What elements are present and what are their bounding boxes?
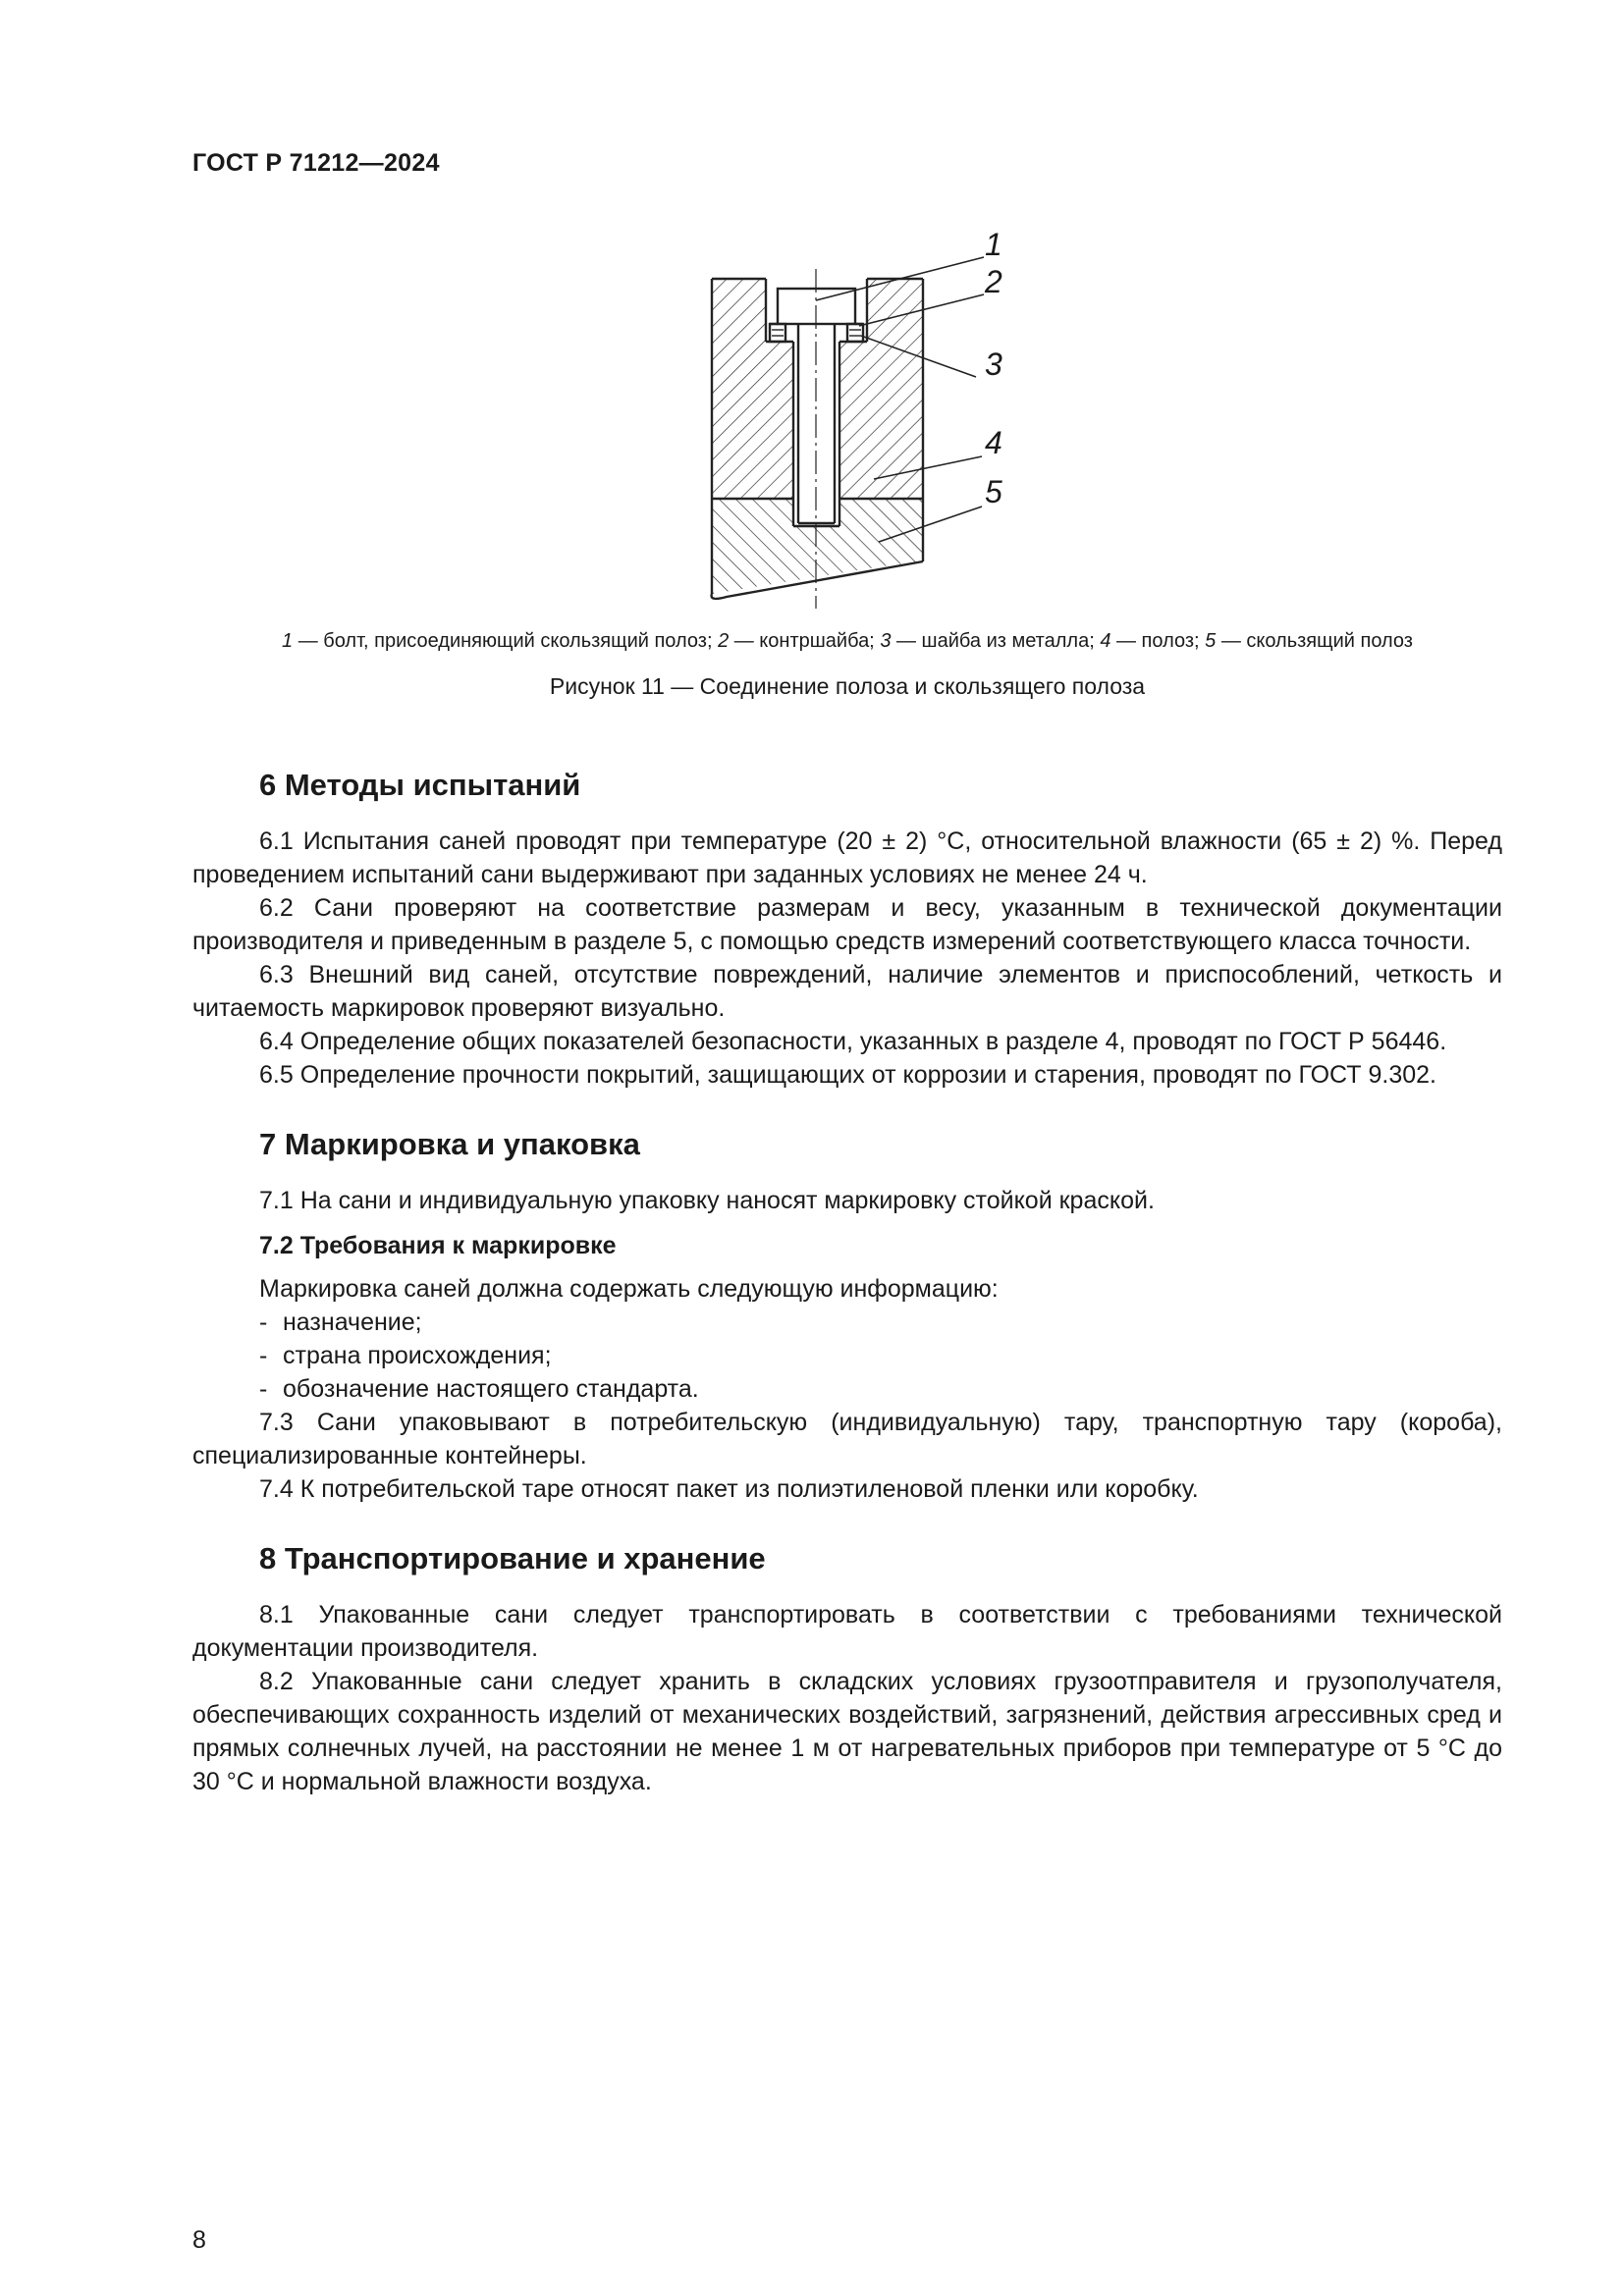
list-dash: -: [259, 1308, 268, 1336]
callout-3: 3: [985, 347, 1002, 382]
page-number: 8: [192, 2226, 206, 2254]
list-item: [259, 1372, 1502, 1406]
document-body: [192, 766, 1502, 1832]
legend-num: 1: [282, 630, 294, 652]
paragraph-7-4: 7.4 К потребительской таре относят пакет из полиэтиленовой пленки или коробку.: [259, 1475, 1199, 1503]
list-dash: -: [259, 1342, 268, 1369]
callout-4: 4: [985, 425, 1002, 460]
section-7: [192, 1125, 1502, 1506]
paragraph-7-1: 7.1 На сани и индивидуальную упаковку наносят маркировку стойкой краской.: [259, 1187, 1155, 1214]
paragraph-7-3: 7.3 Сани упаковывают в потребительскую (индивидуальную) тару, транспортную тару (короба), специализированные контейнеры.: [192, 1409, 1502, 1469]
paragraph-8-2: 8.2 Упакованные сани следует хранить в складских условиях грузоотправителя и грузополучателя, обеспечивающих сохранность изделий от механических воздействий, загрязнений, действия агрессивных сред и прямых солнечных лучей, на расстоянии не менее 1 м от нагревательных приборов при температуре от 5 °С до 30 °С и нормальной влажности воздуха.: [192, 1668, 1502, 1795]
legend-text: — полоз;: [1110, 630, 1206, 652]
legend-text: — болт, присоединяющий скользящий полоз;: [293, 630, 719, 652]
list-item: [259, 1306, 1502, 1339]
document-header: ГОСТ Р 71212—2024: [192, 149, 440, 177]
paragraph-6-5: 6.5 Определение прочности покрытий, защищающих от коррозии и старения, проводят по ГОСТ 9.302.: [259, 1061, 1436, 1089]
legend-text: — скользящий полоз: [1216, 630, 1413, 652]
callout-5: 5: [985, 474, 1002, 509]
paragraph-6-3: 6.3 Внешний вид саней, отсутствие повреждений, наличие элементов и приспособлений, четкость и читаемость маркировок проверяют визуально.: [192, 961, 1502, 1022]
list-item: [259, 1339, 1502, 1372]
subsection-7-2-title: 7.2 Требования к маркировке: [259, 1232, 617, 1259]
paragraph-8-1: 8.1 Упакованные сани следует транспортировать в соответствии с требованиями технической документации производителя.: [192, 1601, 1502, 1662]
paragraph-6-2: 6.2 Сани проверяют на соответствие размерам и весу, указанным в технической документации производителя и приведенным в разделе 5, с помощью средств измерений соответствующего класса точности.: [192, 894, 1502, 955]
callout-2: 2: [985, 264, 1002, 299]
section-8: [192, 1539, 1502, 1798]
list-dash: -: [259, 1375, 268, 1403]
list-item-text: назначение;: [283, 1308, 422, 1336]
legend-text: — контршайба;: [729, 630, 881, 652]
legend-num: 4: [1100, 630, 1111, 652]
section-8-title: 8 Транспортирование и хранение: [259, 1541, 766, 1575]
figure-11-drawing: [687, 218, 1041, 611]
legend-num: 3: [880, 630, 892, 652]
figure-caption: Рисунок 11 — Соединение полоза и скользящего полоза: [549, 673, 1146, 699]
legend-text: — шайба из металла;: [891, 630, 1101, 652]
callout-1: 1: [985, 227, 1002, 262]
paragraph-6-1: 6.1 Испытания саней проводят при температуре (20 ± 2) °С, относительной влажности (65 ± 2) %. Перед проведением испытаний сани выдерживают при заданных условиях не менее 24 ч.: [192, 828, 1502, 888]
list-item-text: страна происхождения;: [283, 1342, 552, 1369]
paragraph-6-4: 6.4 Определение общих показателей безопасности, указанных в разделе 4, проводят по ГОСТ Р 56446.: [259, 1028, 1447, 1055]
runner-body: [712, 279, 923, 594]
figure-legend: [192, 630, 1502, 653]
section-6: [192, 766, 1502, 1092]
marking-intro: Маркировка саней должна содержать следующую информацию:: [259, 1275, 999, 1303]
legend-num: 5: [1205, 630, 1217, 652]
list-item-text: обозначение настоящего стандарта.: [283, 1375, 699, 1403]
section-6-title: 6 Методы испытаний: [259, 768, 581, 802]
section-7-title: 7 Маркировка и упаковка: [259, 1127, 640, 1161]
legend-num: 2: [718, 630, 730, 652]
